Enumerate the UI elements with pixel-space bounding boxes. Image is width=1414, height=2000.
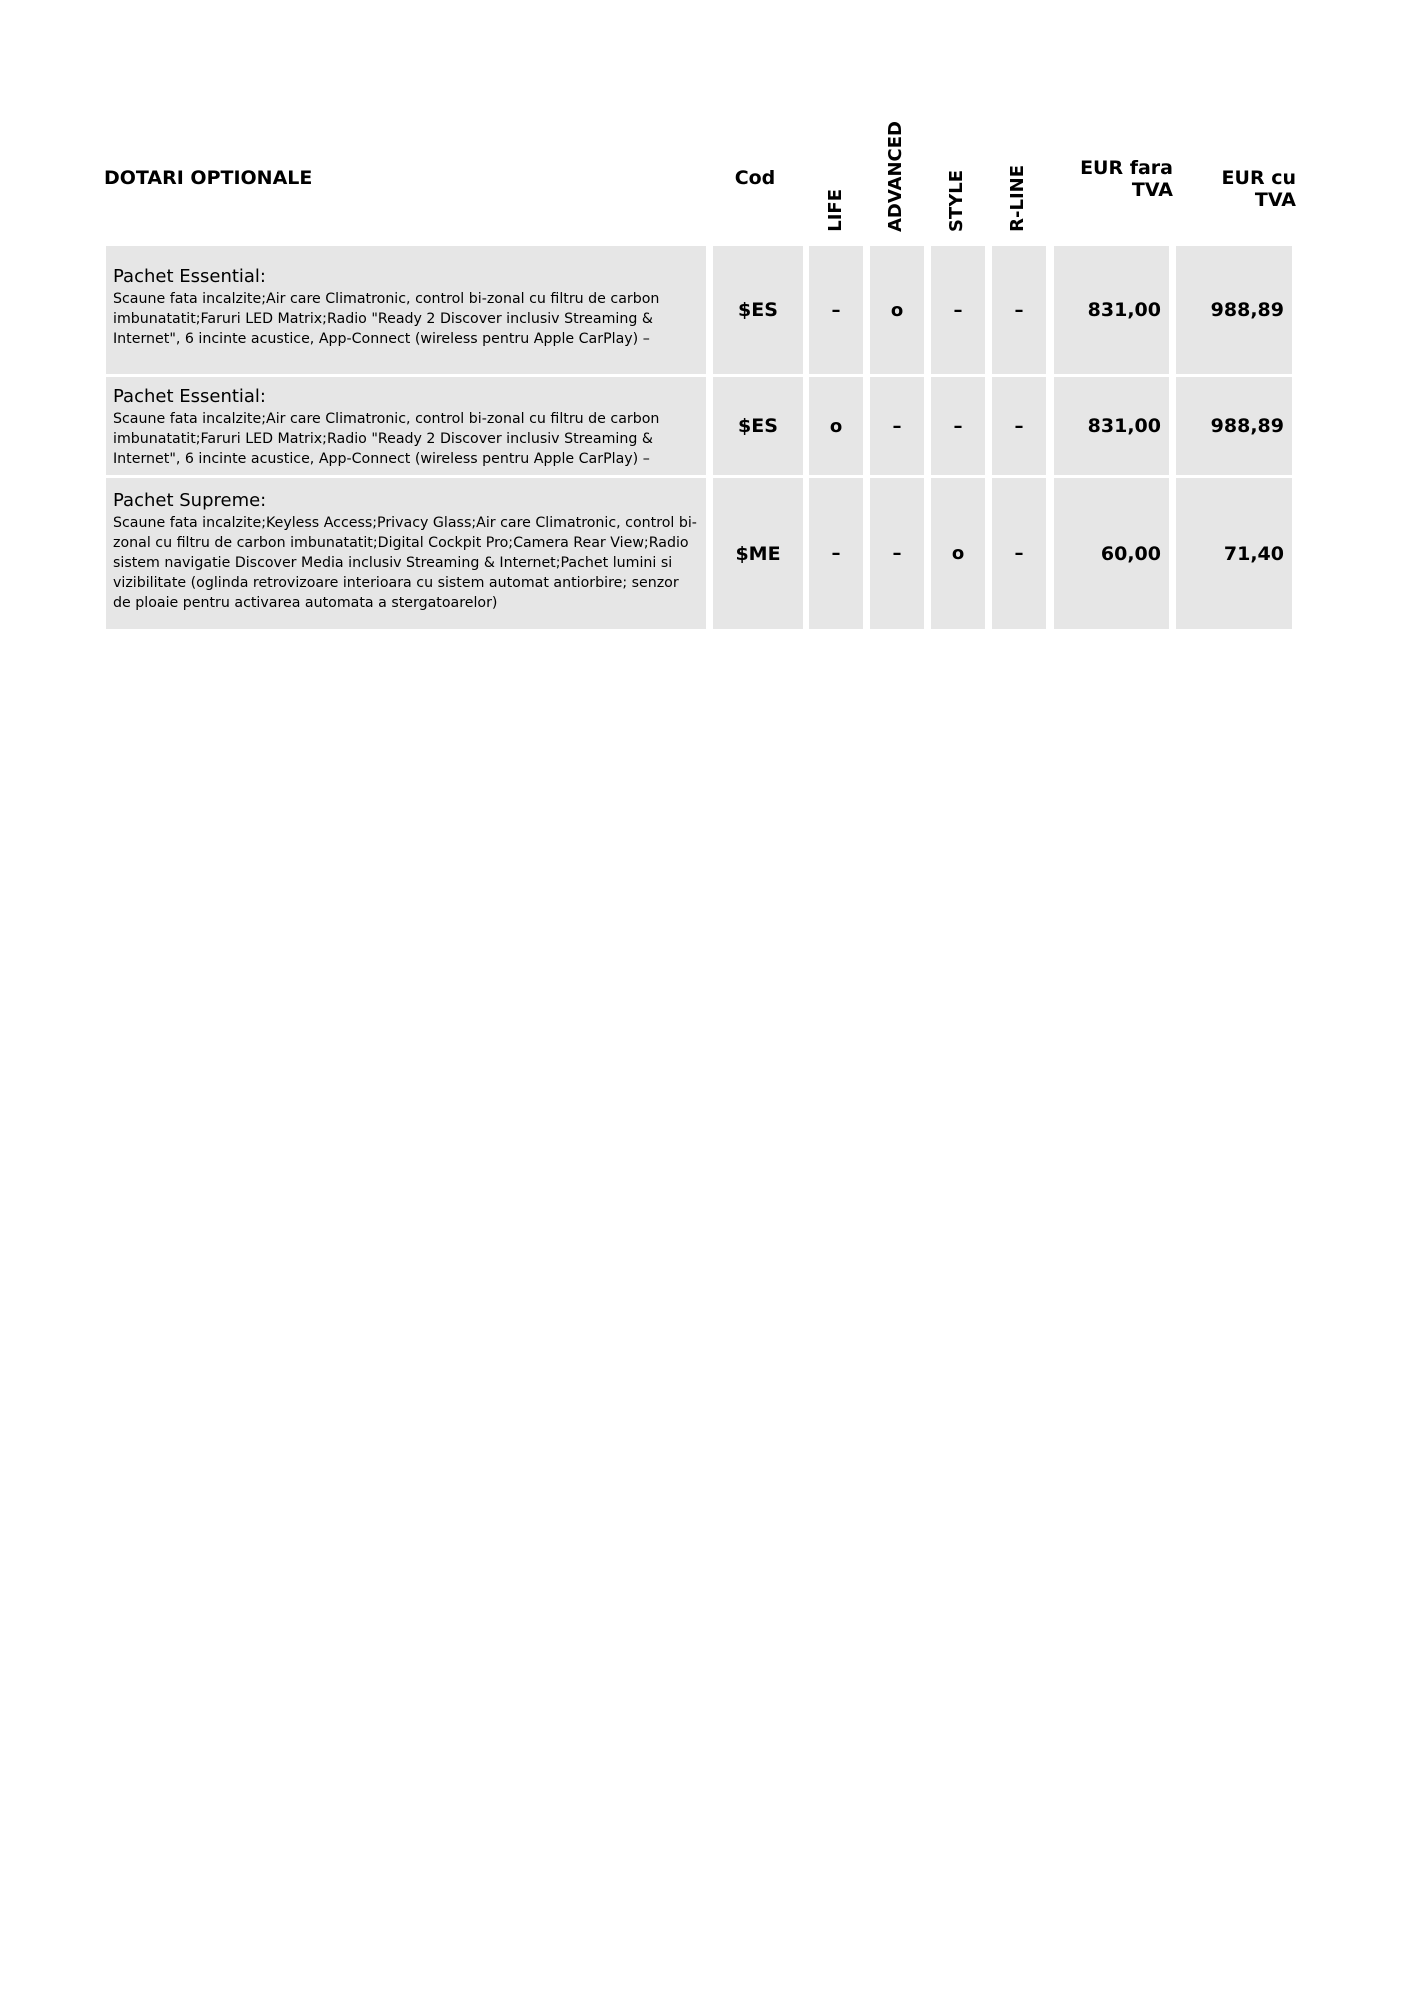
package-description: Scaune fata incalzite;Keyless Access;Privacy Glass;Air care Climatronic, control bi-zonal cu filtru de carbon imbunatatit;Digital Cockpit Pro;Camera Rear View;Radio sistem navigatie Discover Media inclusiv Streaming & Internet;Pachet lumini si vizibilitate (oglinda retrovizoare interioara cu sistem automat antiorbire; senzor de ploaie pentru activarea automata a stergatoarelor): [113, 515, 697, 611]
trim-rline-availability: –: [992, 246, 1046, 374]
table-row-description: [106, 246, 706, 374]
trim-advanced-availability: o: [870, 246, 924, 374]
trim-style-availability: –: [931, 246, 985, 374]
trim-advanced-availability: –: [870, 377, 924, 475]
table-title: DOTARI OPTIONALE: [104, 167, 313, 189]
trim-advanced-availability: –: [870, 478, 924, 629]
package-code: $ME: [713, 478, 803, 629]
package-description: Scaune fata incalzite;Air care Climatronic, control bi-zonal cu filtru de carbon imbunatatit;Faruri LED Matrix;Radio "Ready 2 Discover inclusiv Streaming & Internet", 6 incinte acustice, App-Connect (wireless pentru Apple CarPlay) –: [113, 291, 660, 347]
price-without-vat: 831,00: [1054, 246, 1169, 374]
package-name: Pachet Essential:: [113, 266, 266, 287]
trim-life-availability: –: [809, 246, 863, 374]
trim-life-availability: –: [809, 478, 863, 629]
price-without-vat: 60,00: [1054, 478, 1169, 629]
package-code: $ES: [713, 377, 803, 475]
header-price-with-vat: EUR cu TVA: [1221, 167, 1296, 211]
header-cod: Cod: [734, 167, 776, 189]
header-trim-style: STYLE: [946, 169, 967, 232]
trim-style-availability: –: [931, 377, 985, 475]
price-with-vat: 988,89: [1176, 377, 1292, 475]
table-row-description: [106, 377, 706, 475]
package-name: Pachet Supreme:: [113, 490, 267, 511]
trim-style-availability: o: [931, 478, 985, 629]
price-without-vat: 831,00: [1054, 377, 1169, 475]
header-trim-life: LIFE: [825, 189, 846, 232]
package-description: Scaune fata incalzite;Air care Climatronic, control bi-zonal cu filtru de carbon imbunatatit;Faruri LED Matrix;Radio "Ready 2 Discover inclusiv Streaming & Internet", 6 incinte acustice, App-Connect (wireless pentru Apple CarPlay) –: [113, 411, 660, 467]
price-with-vat: 71,40: [1176, 478, 1292, 629]
header-trim-advanced: ADVANCED: [885, 120, 906, 232]
table-row-description: [106, 478, 706, 629]
trim-life-availability: o: [809, 377, 863, 475]
package-code: $ES: [713, 246, 803, 374]
header-trim-rline: R-LINE: [1007, 165, 1028, 232]
price-with-vat: 988,89: [1176, 246, 1292, 374]
package-name: Pachet Essential:: [113, 386, 266, 407]
trim-rline-availability: –: [992, 377, 1046, 475]
header-price-without-vat: EUR fara TVA: [1080, 157, 1173, 201]
trim-rline-availability: –: [992, 478, 1046, 629]
